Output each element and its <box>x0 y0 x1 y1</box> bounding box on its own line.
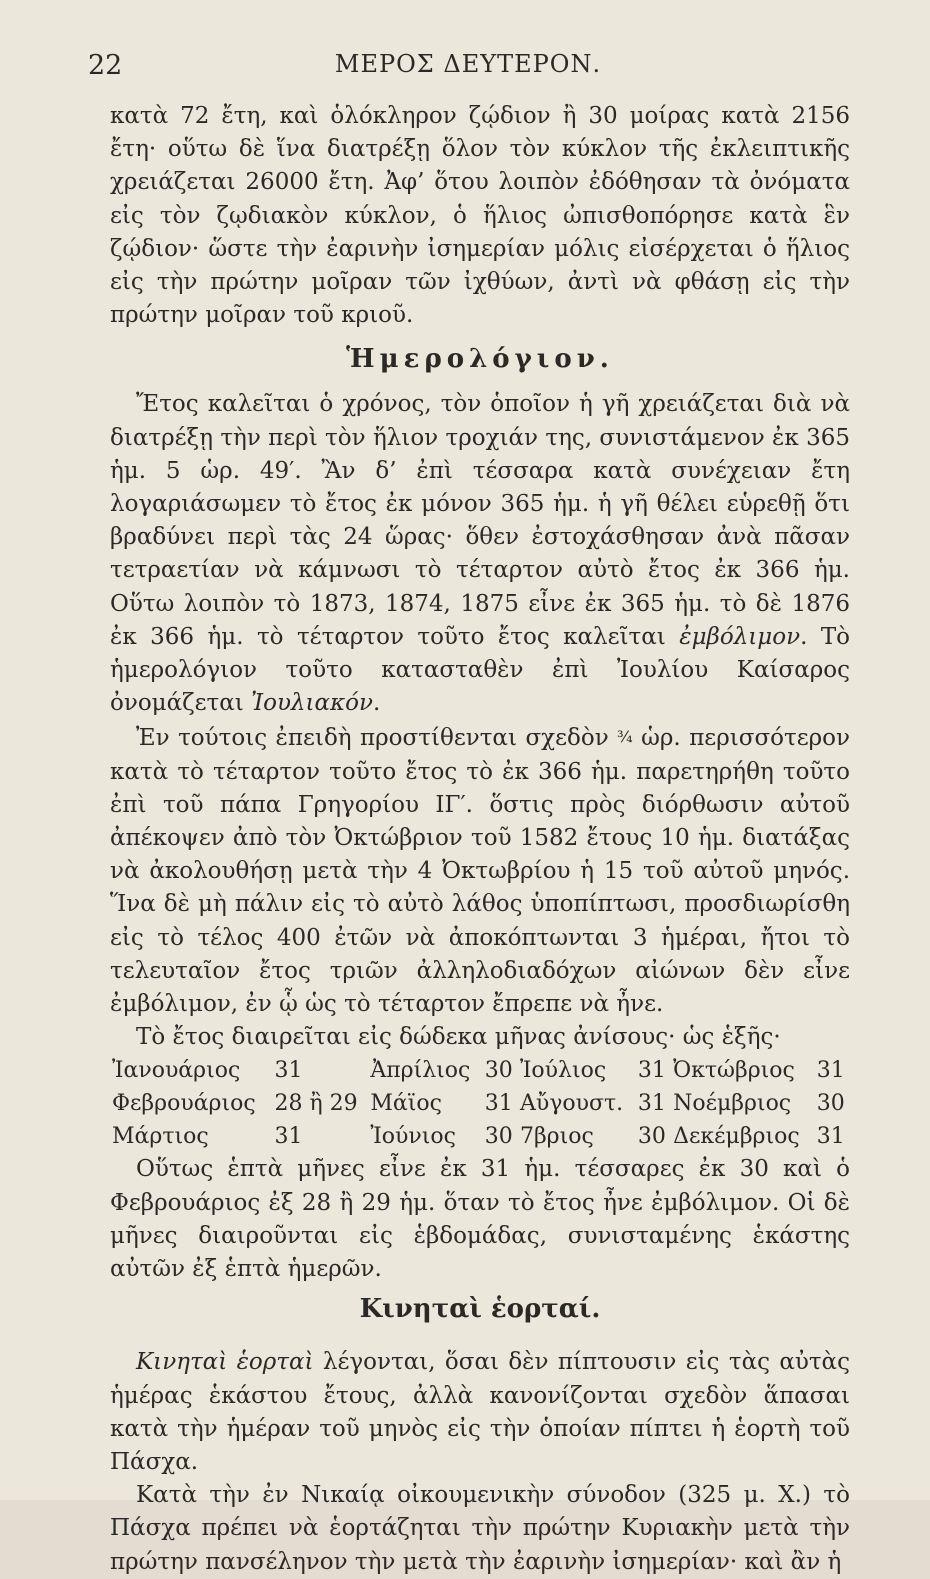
month-days: 28 ἢ 29 <box>274 1091 358 1117</box>
movable-paragraph-1 <box>110 1346 850 1479</box>
month-days: 30 <box>637 1124 666 1150</box>
intro-paragraph: κατὰ 72 ἔτη, καὶ ὁλόκληρον ζῴδιον ἢ 30 μοίρας κατὰ 2156 ἔτη· οὕτω δὲ ἵνα διατρέξῃ ὅλον τὸν κύκλον τῆς ἐκλειπτικῆς χρειάζεται 26000 ἔτη. Ἀφ’ ὅτου λοιπὸν ἐδόθησαν τὰ ὀνόματα εἰς τὸν ζῳδιακὸν κύκλον, ὁ ἥλιος ὠπισθοπόρησε κατὰ ἓν ζῴδιον· ὥστε τὴν ἐαρινὴν ἰσημερίαν μόλις εἰσέρχεται ὁ ἥλιος εἰς τὴν πρώτην μοῖραν τῶν ἰχθύων, ἀντὶ νὰ φθάσῃ εἰς τὴν πρώτην μοῖραν τοῦ κριοῦ. <box>110 103 850 329</box>
month-days: 31 <box>637 1058 666 1084</box>
month-name: Νοέμβριος <box>673 1091 792 1117</box>
calendar-paragraph-1 <box>110 388 850 720</box>
calendar-paragraph-3: Τὸ ἔτος διαιρεῖται εἰς δώδεκα μῆνας ἀνίσους· ὡς ἑξῆς· <box>136 1024 781 1051</box>
month-days: 31 <box>637 1091 666 1117</box>
month-name: Μάϊος <box>370 1091 442 1117</box>
page-body <box>110 100 850 1579</box>
month-days: 31 <box>484 1091 513 1117</box>
month-name: Ἰούνιος <box>370 1124 456 1150</box>
calendar-paragraph-4: Οὕτως ἑπτὰ μῆνες εἶνε ἐκ 31 ἡμ. τέσσαρες ἐκ 30 καὶ ὁ Φεβρουάριος ἐξ 28 ἢ 29 ἡμ. ὅταν τὸ ἔτος ἦνε ἐμβόλιμον. Οἱ δὲ μῆνες διαιροῦνται εἰς ἑβδομάδας, συνισταμένης ἑκάστης αὐτῶν ἐξ ἑπτὰ ἡμερῶν. <box>110 1156 850 1283</box>
calendar-heading: Ἡμερολόγιον. <box>346 344 614 375</box>
text-run: Ἐν τούτοις ἐπειδὴ προστίθενται σχεδὸν <box>136 725 618 752</box>
italic-term-kinitai-eortai: Κινηταὶ ἑορταὶ <box>136 1349 314 1376</box>
text-run: Ἔτος καλεῖται ὁ χρόνος, τὸν ὁποῖον ἡ γῆ χρειάζεται διὰ νὰ διατρέξῃ τὴν περὶ τὸν ἥλιον τροχιάν της, συνιστάμενον ἐκ 365 ἡμ. 5 ὡρ. 49′. Ἂν δ’ ἐπὶ τέσσαρα κατὰ συνέχειαν ἔτη λογαριάσωμεν τὸ ἔτος ἐκ μόνον 365 ἡμ. ἡ γῆ θέλει εὑρεθῇ ὅτι βραδύνει περὶ τὰς 24 ὥρας· ὅθεν ἐστοχάσθησαν ἀνὰ πᾶσαν τετραετίαν νὰ κάμνωσι τὸ τέταρτον αὐτὸ ἔτος ἐκ 366 ἡμ. Οὕτω λοιπὸν τὸ 1873, 1874, 1875 εἶνε ἐκ 365 ἡμ. τὸ δὲ 1876 ἐκ 366 ἡμ. τὸ τέταρτον τοῦτο ἔτος καλεῖται <box>110 391 850 650</box>
table-row <box>110 1120 850 1153</box>
month-days: 31 <box>816 1058 845 1084</box>
month-name: 7βριος <box>519 1124 594 1150</box>
text-run: . <box>372 690 381 717</box>
text-run: λέγονται, ὅσαι δὲν πίπτουσιν εἰς τὰς αὐτὰς ἡμέρας ἑκάστου ἔτους, ἀλλὰ κανονίζονται σχεδὸν ἅπασαι κατὰ τὴν ἡμέραν τοῦ μηνὸς εἰς τὴν ὁποίαν πίπτει ἡ ἑορτὴ τοῦ Πάσχα. <box>110 1349 850 1475</box>
text-run: . Τὸ ἡμερολόγιον τοῦτο κατασταθὲν ἐπὶ Ἰουλίου Καίσαρος ὀνομάζεται <box>110 623 851 717</box>
month-name: Ἰούλιος <box>519 1058 607 1084</box>
table-row <box>110 1054 850 1087</box>
month-name: Ἰανουάριος <box>112 1058 241 1084</box>
table-row <box>110 1087 850 1120</box>
italic-term-ioulianon: Ἰουλιακόν <box>251 690 373 717</box>
text-run: ὡρ. περισσότερον κατὰ τὸ τέταρτον τοῦτο ἔτος τὸ ἐκ 366 ἡμ. παρετηρήθη τοῦτο ἐπὶ τοῦ πάπα Γρηγορίου ΙΓ′. ὅστις πρὸς διόρθωσιν αὐτοῦ ἀπέκοψεν ἀπὸ τὸν Ὀκτώβριον τοῦ 1582 ἔτους 10 ἡμ. διατάξας νὰ ἀκολουθήσῃ μετὰ τὴν 4 Ὀκτωβρίου ἡ 15 τοῦ αὐτοῦ μηνός. Ἵνα δὲ μὴ πάλιν εἰς τὸ αὐτὸ λάθος ὑποπίπτωσι, προσδιωρίσθη εἰς τὸ τέλος 400 ἐτῶν νὰ ἀποκόπτωνται 3 ἡμέραι, ἤτοι τὸ τελευταῖον ἔτος τριῶν ἀλληλοδιαδόχων αἰώνων δὲν εἶνε ἐμβόλιμον, ἐν ᾧ ὡς τὸ τέταρτον ἔπρεπε νὰ ἦνε. <box>110 725 850 1018</box>
page-header <box>88 50 848 86</box>
month-days: 31 <box>274 1058 303 1084</box>
calendar-paragraph-2 <box>110 720 850 1021</box>
month-days: 31 <box>274 1124 303 1150</box>
page-number: 22 <box>88 50 123 81</box>
month-name: Φεβρουάριος <box>112 1091 256 1117</box>
italic-term-emvolimon: ἐμβόλιμον <box>679 623 801 650</box>
month-days: 30 <box>484 1124 513 1150</box>
month-days: 30 <box>484 1058 513 1084</box>
month-name: Ἀπρίλιος <box>370 1058 471 1084</box>
fraction: ¾ <box>617 727 633 747</box>
months-table <box>110 1054 850 1153</box>
month-name: Ὀκτώβριος <box>673 1058 795 1084</box>
movable-feasts-heading: Κινηταὶ ἑορταί. <box>359 1294 601 1325</box>
running-title: ΜΕΡΟΣ ΔΕΥΤΕΡΟΝ. <box>334 50 602 78</box>
month-days: 31 <box>816 1124 845 1150</box>
month-days: 30 <box>816 1091 845 1117</box>
month-name: Αὔγουστ. <box>519 1091 624 1117</box>
month-name: Μάρτιος <box>112 1124 209 1150</box>
month-name: Δεκέμβριος <box>673 1124 800 1150</box>
movable-paragraph-2: Κατὰ τὴν ἐν Νικαίᾳ οἰκουμενικὴν σύνοδον (325 μ. Χ.) τὸ Πάσχα πρέπει νὰ ἑορτάζηται τὴν πρώτην Κυριακὴν μετὰ τὴν πρώτην πανσέληνον τὴν μετὰ τὴν ἐαρινὴν ἰσημερίαν· καὶ ἂν ἡ <box>110 1482 850 1575</box>
